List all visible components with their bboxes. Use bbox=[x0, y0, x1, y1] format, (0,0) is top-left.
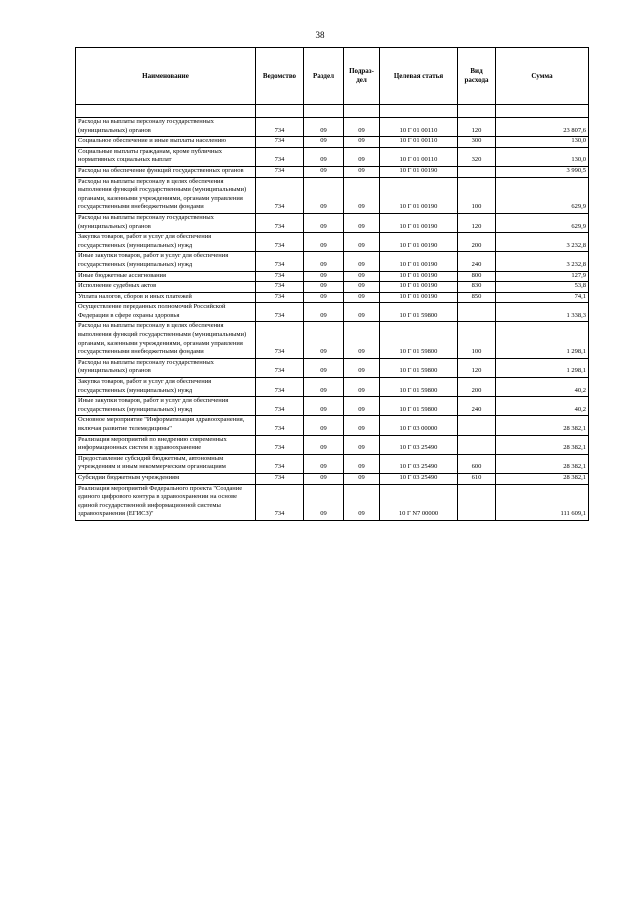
cell-name: Реализация мероприятий Федерального проекта "Создание единого цифрового контура в здравоохранении на основе единой государственной информационной системы здравоохранения (ЕГИСЗ)" bbox=[76, 484, 256, 520]
cell-exptype bbox=[458, 303, 496, 322]
cell-target: 10 Г 01 00110 bbox=[380, 147, 458, 166]
cell-target: 10 Г 03 25490 bbox=[380, 473, 458, 484]
cell-section: 09 bbox=[304, 397, 344, 416]
table-row bbox=[76, 435, 589, 454]
cell-section: 09 bbox=[304, 322, 344, 358]
cell-sum: 40,2 bbox=[496, 397, 589, 416]
cell-exptype: 320 bbox=[458, 147, 496, 166]
cell-name: Реализация мероприятий по внедрению современных информационных систем в здравоохранение bbox=[76, 435, 256, 454]
cell-target: 10 Г 01 00190 bbox=[380, 233, 458, 252]
cell-subsection: 09 bbox=[344, 292, 380, 303]
cell-sum: 1 298,1 bbox=[496, 322, 589, 358]
cell-subsection: 09 bbox=[344, 177, 380, 213]
cell-section: 09 bbox=[304, 303, 344, 322]
cell-exptype: 610 bbox=[458, 473, 496, 484]
table-row bbox=[76, 282, 589, 293]
cell-exptype bbox=[458, 166, 496, 177]
cell-subsection: 09 bbox=[344, 435, 380, 454]
cell-exptype: 120 bbox=[458, 118, 496, 137]
cell-name: Расходы на выплаты персоналу государственных (муниципальных) органов bbox=[76, 358, 256, 377]
table-row bbox=[76, 454, 589, 473]
cell-dept: 734 bbox=[256, 397, 304, 416]
cell-section: 09 bbox=[304, 282, 344, 293]
cell-section: 09 bbox=[304, 137, 344, 148]
budget-table bbox=[75, 47, 589, 521]
table-row bbox=[76, 378, 589, 397]
cell-sum: 130,0 bbox=[496, 137, 589, 148]
cell-sum: 127,9 bbox=[496, 271, 589, 282]
cell-sum: 28 382,1 bbox=[496, 435, 589, 454]
cell-dept: 734 bbox=[256, 484, 304, 520]
cell-name: Социальное обеспечение и иные выплаты населению bbox=[76, 137, 256, 148]
table-row bbox=[76, 233, 589, 252]
cell-name: Предоставление субсидий бюджетным, автономным учреждениям и иным некоммерческим организациям bbox=[76, 454, 256, 473]
cell-target: 10 Г 01 00190 bbox=[380, 166, 458, 177]
cell-name: Субсидии бюджетным учреждениям bbox=[76, 473, 256, 484]
cell-name: Расходы на выплаты персоналу в целях обеспечения выполнения функций государственными (муниципальными) органами, казенными учреждениями, органами управления государственными внебюджетными фондами bbox=[76, 177, 256, 213]
cell-subsection: 09 bbox=[344, 213, 380, 232]
cell-subsection: 09 bbox=[344, 397, 380, 416]
cell-sum: 111 609,1 bbox=[496, 484, 589, 520]
cell-subsection: 09 bbox=[344, 303, 380, 322]
cell-name: Расходы на выплаты персоналу государственных (муниципальных) органов bbox=[76, 213, 256, 232]
col-header-exptype: Вид расхода bbox=[458, 48, 496, 105]
cell-target: 10 Г 01 59800 bbox=[380, 322, 458, 358]
col-header-sum: Сумма bbox=[496, 48, 589, 105]
cell-section: 09 bbox=[304, 435, 344, 454]
cell-target: 10 Г 01 00190 bbox=[380, 213, 458, 232]
table-row bbox=[76, 292, 589, 303]
cell-target: 10 Г 01 00110 bbox=[380, 118, 458, 137]
table-row bbox=[76, 473, 589, 484]
cell-dept: 734 bbox=[256, 177, 304, 213]
cell-target: 10 Г 01 00190 bbox=[380, 177, 458, 213]
cell-exptype: 120 bbox=[458, 358, 496, 377]
table-row bbox=[76, 322, 589, 358]
cell-subsection: 09 bbox=[344, 271, 380, 282]
cell-target: 10 Г 01 00190 bbox=[380, 252, 458, 271]
table-row bbox=[76, 147, 589, 166]
col-header-name: Наименование bbox=[76, 48, 256, 105]
cell-name: Уплата налогов, сборов и иных платежей bbox=[76, 292, 256, 303]
cell-subsection: 09 bbox=[344, 233, 380, 252]
col-header-dept: Ведомство bbox=[256, 48, 304, 105]
cell-target: 10 Г 01 59800 bbox=[380, 378, 458, 397]
cell-sum: 3 232,8 bbox=[496, 233, 589, 252]
cell-exptype: 830 bbox=[458, 282, 496, 293]
table-header bbox=[76, 48, 589, 105]
cell-exptype: 240 bbox=[458, 397, 496, 416]
cell-section: 09 bbox=[304, 358, 344, 377]
cell-section: 09 bbox=[304, 454, 344, 473]
cell-exptype: 240 bbox=[458, 252, 496, 271]
cell-name: Иные закупки товаров, работ и услуг для обеспечения государственных (муниципальных) нужд bbox=[76, 397, 256, 416]
table-row bbox=[76, 303, 589, 322]
cell-dept: 734 bbox=[256, 166, 304, 177]
cell-sum: 53,8 bbox=[496, 282, 589, 293]
col-header-subsection: Подраз- дел bbox=[344, 48, 380, 105]
cell-name: Расходы на выплаты персоналу в целях обеспечения выполнения функций государственными (муниципальными) органами, казенными учреждениями, органами управления государственными внебюджетными фондами bbox=[76, 322, 256, 358]
cell-section: 09 bbox=[304, 252, 344, 271]
cell-sum: 28 382,1 bbox=[496, 454, 589, 473]
cell-subsection: 09 bbox=[344, 378, 380, 397]
cell-section: 09 bbox=[304, 118, 344, 137]
cell-sum: 28 382,1 bbox=[496, 473, 589, 484]
cell-dept: 734 bbox=[256, 271, 304, 282]
cell-exptype: 100 bbox=[458, 322, 496, 358]
cell-target: 10 Г 03 25490 bbox=[380, 454, 458, 473]
header-spacer-row bbox=[76, 105, 589, 118]
table-row bbox=[76, 252, 589, 271]
cell-subsection: 09 bbox=[344, 147, 380, 166]
col-header-section: Раздел bbox=[304, 48, 344, 105]
cell-dept: 734 bbox=[256, 282, 304, 293]
cell-exptype: 300 bbox=[458, 137, 496, 148]
cell-dept: 734 bbox=[256, 147, 304, 166]
cell-exptype bbox=[458, 484, 496, 520]
cell-dept: 734 bbox=[256, 322, 304, 358]
cell-subsection: 09 bbox=[344, 137, 380, 148]
cell-target: 10 Г N7 00000 bbox=[380, 484, 458, 520]
cell-sum: 3 232,8 bbox=[496, 252, 589, 271]
cell-target: 10 Г 01 00190 bbox=[380, 282, 458, 293]
cell-sum: 1 338,3 bbox=[496, 303, 589, 322]
cell-dept: 734 bbox=[256, 118, 304, 137]
cell-section: 09 bbox=[304, 233, 344, 252]
cell-dept: 734 bbox=[256, 292, 304, 303]
cell-exptype: 120 bbox=[458, 213, 496, 232]
cell-section: 09 bbox=[304, 147, 344, 166]
table-row bbox=[76, 166, 589, 177]
page-number: 38 bbox=[315, 30, 325, 40]
cell-sum: 74,1 bbox=[496, 292, 589, 303]
cell-dept: 734 bbox=[256, 252, 304, 271]
table-row bbox=[76, 271, 589, 282]
cell-subsection: 09 bbox=[344, 166, 380, 177]
cell-exptype bbox=[458, 435, 496, 454]
cell-subsection: 09 bbox=[344, 282, 380, 293]
cell-name: Социальные выплаты гражданам, кроме публичных нормативных социальных выплат bbox=[76, 147, 256, 166]
cell-target: 10 Г 01 00190 bbox=[380, 271, 458, 282]
cell-dept: 734 bbox=[256, 454, 304, 473]
cell-section: 09 bbox=[304, 213, 344, 232]
cell-exptype: 800 bbox=[458, 271, 496, 282]
cell-sum: 3 990,5 bbox=[496, 166, 589, 177]
cell-target: 10 Г 01 00190 bbox=[380, 292, 458, 303]
cell-name: Исполнение судебных актов bbox=[76, 282, 256, 293]
cell-sum: 1 298,1 bbox=[496, 358, 589, 377]
cell-target: 10 Г 03 00000 bbox=[380, 416, 458, 435]
cell-exptype: 200 bbox=[458, 378, 496, 397]
table-row bbox=[76, 484, 589, 520]
cell-section: 09 bbox=[304, 484, 344, 520]
cell-subsection: 09 bbox=[344, 473, 380, 484]
table-row bbox=[76, 416, 589, 435]
cell-sum: 40,2 bbox=[496, 378, 589, 397]
cell-section: 09 bbox=[304, 177, 344, 213]
cell-dept: 734 bbox=[256, 473, 304, 484]
cell-name: Иные закупки товаров, работ и услуг для обеспечения государственных (муниципальных) нужд bbox=[76, 252, 256, 271]
cell-name: Иные бюджетные ассигнования bbox=[76, 271, 256, 282]
cell-subsection: 09 bbox=[344, 252, 380, 271]
table-row bbox=[76, 213, 589, 232]
cell-target: 10 Г 01 59800 bbox=[380, 397, 458, 416]
cell-subsection: 09 bbox=[344, 118, 380, 137]
cell-sum: 629,9 bbox=[496, 177, 589, 213]
cell-dept: 734 bbox=[256, 358, 304, 377]
cell-dept: 734 bbox=[256, 137, 304, 148]
cell-name: Закупка товаров, работ и услуг для обеспечения государственных (муниципальных) нужд bbox=[76, 233, 256, 252]
cell-subsection: 09 bbox=[344, 484, 380, 520]
col-header-target: Целевая статья bbox=[380, 48, 458, 105]
cell-target: 10 Г 01 00110 bbox=[380, 137, 458, 148]
cell-section: 09 bbox=[304, 166, 344, 177]
cell-name: Основное мероприятие "Информатизация здравоохранения, включая развитие телемедицины" bbox=[76, 416, 256, 435]
cell-dept: 734 bbox=[256, 378, 304, 397]
cell-exptype bbox=[458, 416, 496, 435]
cell-exptype: 850 bbox=[458, 292, 496, 303]
cell-target: 10 Г 01 59800 bbox=[380, 303, 458, 322]
table-row bbox=[76, 358, 589, 377]
cell-sum: 23 807,6 bbox=[496, 118, 589, 137]
cell-dept: 734 bbox=[256, 233, 304, 252]
cell-subsection: 09 bbox=[344, 454, 380, 473]
table-row bbox=[76, 118, 589, 137]
cell-subsection: 09 bbox=[344, 358, 380, 377]
cell-exptype: 600 bbox=[458, 454, 496, 473]
table-row bbox=[76, 137, 589, 148]
cell-dept: 734 bbox=[256, 303, 304, 322]
cell-dept: 734 bbox=[256, 416, 304, 435]
cell-sum: 130,0 bbox=[496, 147, 589, 166]
cell-sum: 28 382,1 bbox=[496, 416, 589, 435]
cell-section: 09 bbox=[304, 271, 344, 282]
cell-sum: 629,9 bbox=[496, 213, 589, 232]
cell-target: 10 Г 03 25490 bbox=[380, 435, 458, 454]
cell-target: 10 Г 01 59800 bbox=[380, 358, 458, 377]
table-row bbox=[76, 397, 589, 416]
table-row bbox=[76, 177, 589, 213]
cell-section: 09 bbox=[304, 378, 344, 397]
cell-dept: 734 bbox=[256, 213, 304, 232]
cell-exptype: 200 bbox=[458, 233, 496, 252]
cell-name: Расходы на обеспечение функций государственных органов bbox=[76, 166, 256, 177]
cell-name: Расходы на выплаты персоналу государственных (муниципальных) органов bbox=[76, 118, 256, 137]
cell-name: Закупка товаров, работ и услуг для обеспечения государственных (муниципальных) нужд bbox=[76, 378, 256, 397]
cell-section: 09 bbox=[304, 473, 344, 484]
cell-subsection: 09 bbox=[344, 416, 380, 435]
cell-subsection: 09 bbox=[344, 322, 380, 358]
cell-name: Осуществление переданных полномочий Российской Федерации в сфере охраны здоровья bbox=[76, 303, 256, 322]
cell-exptype: 100 bbox=[458, 177, 496, 213]
cell-dept: 734 bbox=[256, 435, 304, 454]
cell-section: 09 bbox=[304, 292, 344, 303]
cell-section: 09 bbox=[304, 416, 344, 435]
